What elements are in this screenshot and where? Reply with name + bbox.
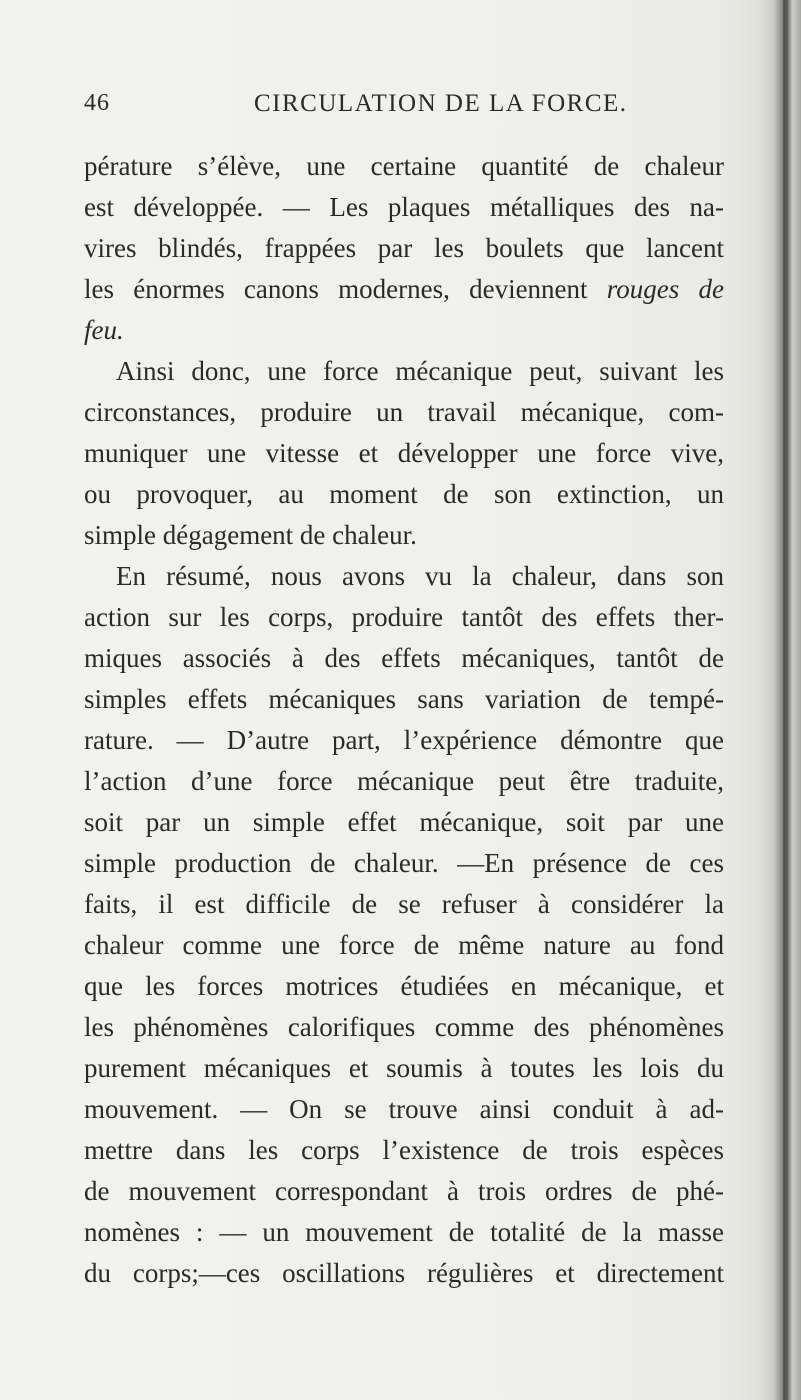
italic-phrase: rouges de <box>606 274 724 304</box>
text-line: de mouvement correspondant à trois ordres de phé- <box>84 1176 724 1206</box>
text-line-with-italic <box>84 269 724 310</box>
text-line: les phénomènes calorifiques comme des phénomènes <box>84 1012 724 1042</box>
text-line: simples effets mécaniques sans variation de tempé- <box>84 684 724 714</box>
text-line: nomènes : — un mouvement de totalité de la masse <box>84 1217 724 1247</box>
page-number: 46 <box>84 90 110 116</box>
text-line: simple dégagement de chaleur. <box>84 520 417 550</box>
text-line: circonstances, produire un travail mécanique, com- <box>84 397 724 427</box>
text-line: vires blindés, frappées par les boulets que lancent <box>84 233 724 263</box>
text-line: simple production de chaleur. —En présence de ces <box>84 848 724 878</box>
text-line: l’action d’une force mécanique peut être traduite, <box>84 766 724 796</box>
text-line: miques associés à des effets mécaniques, tantôt de <box>84 643 724 673</box>
paragraph-start: En résumé, nous avons vu la chaleur, dans son <box>116 561 724 591</box>
text-line: action sur les corps, produire tantôt des effets ther- <box>84 602 724 632</box>
text-line: du corps;—ces oscillations régulières et directement <box>84 1258 724 1288</box>
text-line: muniquer une vitesse et développer une force vive, <box>84 438 724 468</box>
text-line: purement mécaniques et soumis à toutes les lois du <box>84 1053 724 1083</box>
text-segment: les énormes canons modernes, deviennent <box>84 274 588 304</box>
text-line: faits, il est difficile de se refuser à considérer la <box>84 889 724 919</box>
paragraph-start: Ainsi donc, une force mécanique peut, suivant les <box>116 356 724 386</box>
text-line: est développée. — Les plaques métalliques des na- <box>84 192 724 222</box>
text-line: mettre dans les corps l’existence de trois espèces <box>84 1135 724 1165</box>
page-header <box>84 90 724 134</box>
text-line: soit par un simple effet mécanique, soit par une <box>84 807 724 837</box>
text-line: feu. <box>84 315 124 345</box>
page-binding-edge <box>759 0 801 1400</box>
text-line: que les forces motrices étudiées en mécanique, et <box>84 971 724 1001</box>
body-text <box>84 146 724 1294</box>
text-line: mouvement. — On se trouve ainsi conduit à ad- <box>84 1094 724 1124</box>
text-line: chaleur comme une force de même nature au fond <box>84 930 724 960</box>
text-line: ou provoquer, au moment de son extinction, un <box>84 479 724 509</box>
page-edge-line <box>783 0 785 1400</box>
text-line: pérature s’élève, une certaine quantité de chaleur <box>84 151 724 181</box>
running-head: CIRCULATION DE LA FORCE. <box>254 90 628 117</box>
text-line: rature. — D’autre part, l’expérience démontre que <box>84 725 724 755</box>
